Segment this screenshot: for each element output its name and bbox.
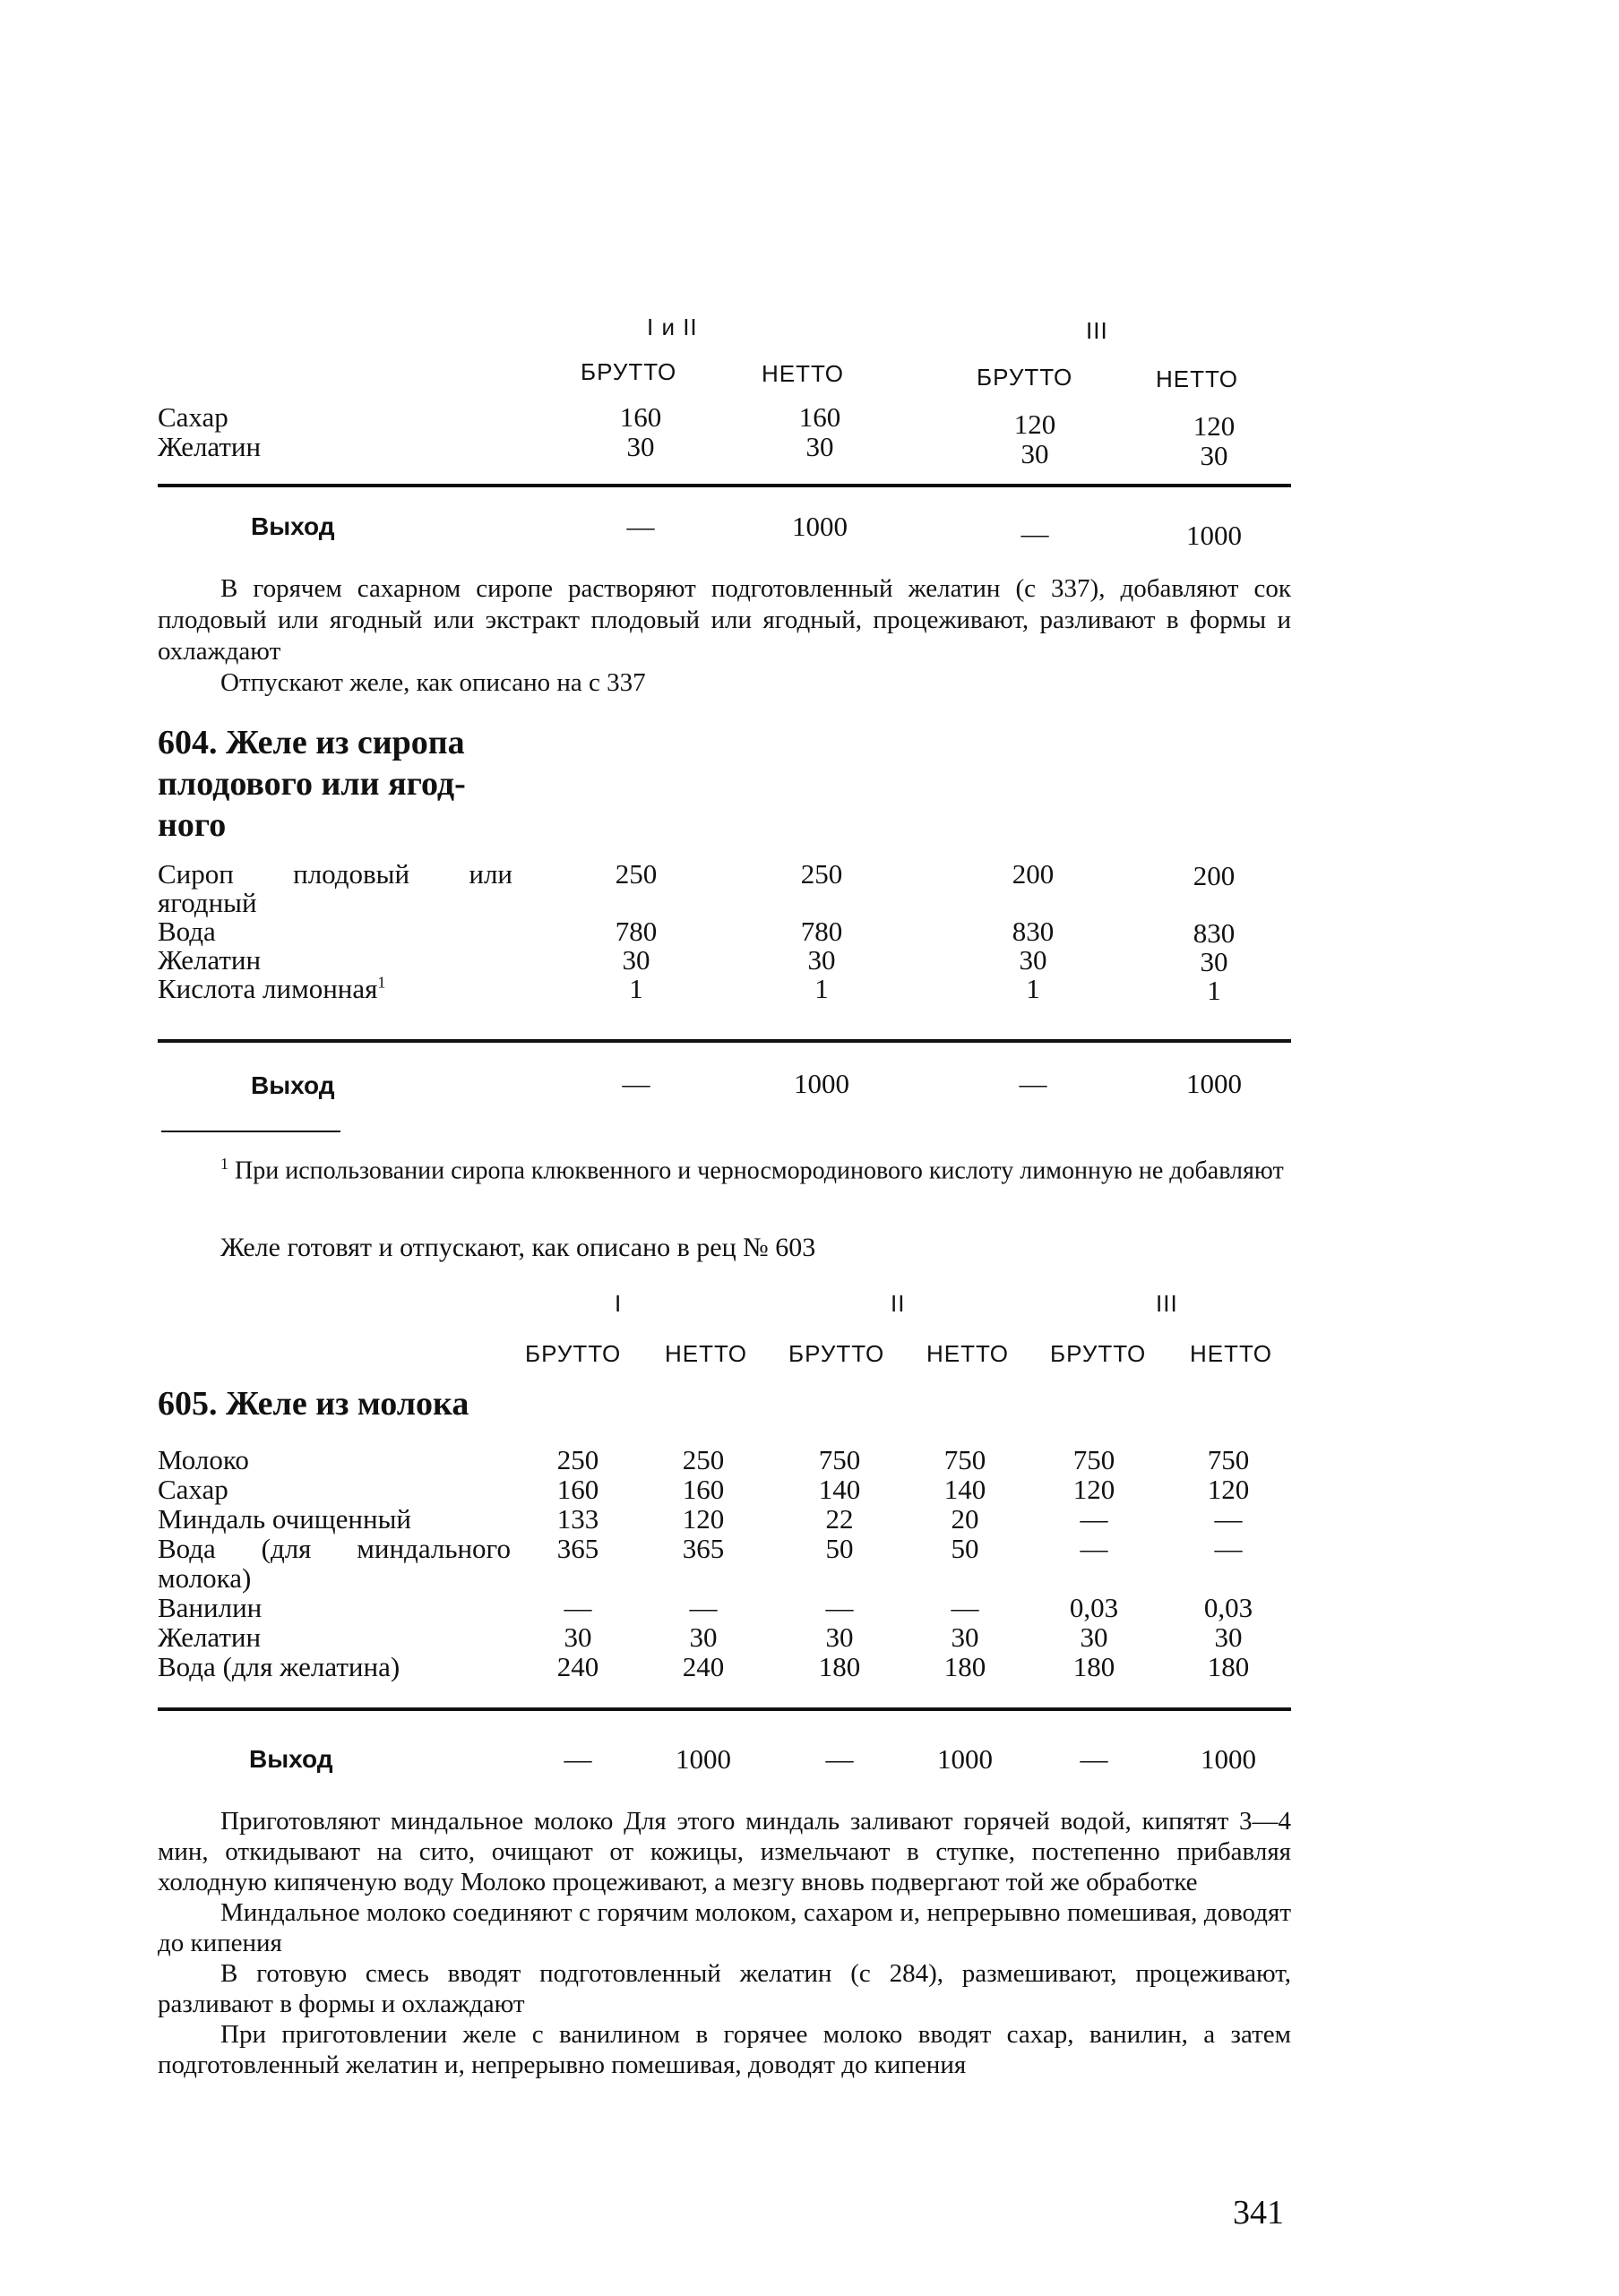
- recipe605-cell: 750: [818, 1444, 861, 1475]
- recipe604-row-label: Желатин: [158, 944, 262, 976]
- recipe604-cell: 780: [800, 916, 843, 947]
- recipe604-cell: 30: [807, 944, 836, 976]
- recipe604-yield-cell: —: [622, 1068, 650, 1099]
- recipe605-cell: 180: [818, 1651, 861, 1682]
- recipe605-row-label: Вода (для желатина): [158, 1651, 400, 1682]
- table1-subcol-brutto-1: БРУТТО: [581, 358, 677, 385]
- recipe605-cell: —: [1080, 1533, 1108, 1564]
- table1-subcol-netto-1: НЕТТО: [762, 360, 844, 387]
- recipe605-yield-cell: 1000: [937, 1743, 993, 1775]
- recipe605-row-label: Молоко: [158, 1444, 249, 1475]
- recipe604-row-label: Сироп плодовый или: [158, 858, 512, 890]
- table1-yield-label: Выход: [251, 512, 335, 540]
- table1-subcol-netto-2: НЕТТО: [1156, 365, 1238, 392]
- recipe604-cell: 1: [814, 973, 829, 1004]
- recipe605-yield-cell: —: [1080, 1743, 1108, 1775]
- recipe604-yield-cell: —: [1019, 1068, 1047, 1099]
- recipe605-group-1: I: [615, 1290, 623, 1317]
- text2-paragraph-1: Приготовляют миндальное молоко Для этого миндаль заливают горячей водой, кипятят 3—4 мин, откидывают на сито, очищают от кожицы, измельчают в ступке, постепенно прибавляя холодную кипяченую воду Молоко процеживают, а мезгу вновь подвергают той же обработке: [158, 1807, 1291, 1896]
- recipe604-cell: 30: [1019, 944, 1047, 976]
- page-number: 341: [1233, 2194, 1284, 2232]
- text2-paragraph-4: При приготовлении желе с ванилином в горячее молоко вводят сахар, ванилин, а затем подготовленный желатин и, непрерывно помешивая, доводят до кипения: [158, 2020, 1291, 2079]
- recipe605-group-2: II: [891, 1290, 906, 1317]
- recipe605-divider: [158, 1707, 1291, 1711]
- recipe604-cell: 200: [1193, 860, 1236, 891]
- recipe604-divider: [158, 1039, 1291, 1043]
- table1-cell: 160: [798, 401, 841, 433]
- recipe605-cell: 30: [951, 1621, 979, 1653]
- recipe605-cell: 120: [1072, 1474, 1115, 1505]
- recipe604-cell: 250: [615, 858, 658, 890]
- recipe604-title-line-3: ного: [158, 806, 227, 844]
- recipe605-subcol: НЕТТО: [926, 1340, 1009, 1367]
- recipe604-cell: 780: [615, 916, 658, 947]
- table1-row-label: Желатин: [158, 431, 262, 462]
- text1: [158, 573, 1291, 699]
- recipe604-cell: 250: [800, 858, 843, 890]
- recipe605-cell: —: [689, 1592, 718, 1623]
- recipe605-cell: 20: [951, 1503, 979, 1535]
- recipe605-cell: —: [1080, 1503, 1108, 1535]
- recipe605-cell: 140: [818, 1474, 861, 1505]
- recipe605-cell: 120: [1207, 1474, 1250, 1505]
- recipe604-row-label-text: Кислота лимонная: [158, 973, 378, 1004]
- text2-paragraph-3: В готовую смесь вводят подготовленный желатин (с 284), размешивают, процеживают, разливают в формы и охлаждают: [158, 1959, 1291, 2018]
- recipe605-row-label: Ванилин: [158, 1592, 263, 1623]
- recipe604-yield-cell: 1000: [794, 1068, 849, 1099]
- recipe605-cell: 30: [825, 1621, 854, 1653]
- recipe604-cell: 830: [1012, 916, 1055, 947]
- recipe605-cell: 22: [825, 1503, 854, 1535]
- recipe604-title-line-1: 604. Желе из сиропа: [158, 724, 465, 761]
- recipe605-subcol: БРУТТО: [788, 1340, 885, 1367]
- recipe605-cell: —: [1214, 1533, 1243, 1564]
- recipe605-row-label: Сахар: [158, 1474, 228, 1505]
- recipe604-cell: 30: [622, 944, 650, 976]
- recipe605-group-3: III: [1156, 1290, 1178, 1317]
- table1-cell: 30: [1020, 438, 1049, 469]
- recipe604-yield-cell: 1000: [1186, 1068, 1242, 1099]
- recipe604-row-label-cont: ягодный: [158, 887, 257, 918]
- recipe604-row-label: Вода: [158, 916, 216, 947]
- recipe604-cell: 200: [1012, 858, 1055, 890]
- recipe605-row-label: Желатин: [158, 1621, 262, 1653]
- recipe605-cell: 160: [682, 1474, 725, 1505]
- recipe605-yield-label: Выход: [249, 1745, 333, 1773]
- recipe605-cell: 30: [1080, 1621, 1108, 1653]
- recipe605-yield-cell: 1000: [676, 1743, 731, 1775]
- footnote-separator: [161, 1131, 340, 1132]
- table1-cell: 160: [619, 401, 662, 433]
- recipe605-cell: 133: [556, 1503, 599, 1535]
- recipe605-cell: 30: [689, 1621, 718, 1653]
- recipe605-yield-cell: —: [564, 1743, 592, 1775]
- table1-group-1: I и II: [647, 314, 698, 340]
- recipe605-cell: 180: [1207, 1651, 1250, 1682]
- text1-paragraph-2: Отпускают желе, как описано на с 337: [220, 668, 646, 697]
- table1-yield-cell: —: [1020, 518, 1049, 549]
- recipe605-yield-cell: —: [825, 1743, 854, 1775]
- recipe605-cell: 750: [1072, 1444, 1115, 1475]
- recipe605-subcol: БРУТТО: [525, 1340, 622, 1367]
- table1-divider: [158, 484, 1291, 487]
- recipe605-cell: 50: [951, 1533, 979, 1564]
- recipe605-cell: 0,03: [1203, 1592, 1253, 1623]
- recipe604-cell: 830: [1193, 917, 1236, 949]
- recipe604-cell: 1: [1207, 975, 1221, 1006]
- recipe605-row-label-cont: молока): [158, 1562, 252, 1594]
- recipe605-subcol: БРУТТО: [1050, 1340, 1147, 1367]
- recipe605-cell: 750: [943, 1444, 986, 1475]
- recipe604-row-label: [158, 973, 385, 1005]
- recipe605-cell: 250: [556, 1444, 599, 1475]
- recipe604-cell: 1: [629, 973, 643, 1004]
- recipe605-cell: 750: [1207, 1444, 1250, 1475]
- recipe605-cell: 240: [556, 1651, 599, 1682]
- recipe605-cell: 120: [682, 1503, 725, 1535]
- table1-yield-cell: 1000: [792, 511, 848, 542]
- footnote: [158, 1148, 1291, 1186]
- recipe605-row-label: Вода (для миндального: [158, 1533, 511, 1564]
- recipe605-cell: 365: [556, 1533, 599, 1564]
- footnote-text: При использовании сиропа клюквенного и черносмородинового кислоту лимонную не добавляют: [235, 1157, 1284, 1185]
- table1-cell: 120: [1193, 410, 1236, 442]
- text2: [158, 1806, 1291, 2080]
- recipe605-cell: 160: [556, 1474, 599, 1505]
- recipe605-cell: 180: [1072, 1651, 1115, 1682]
- recipe605-cell: 365: [682, 1533, 725, 1564]
- text1-paragraph-1: В горячем сахарном сиропе растворяют подготовленный желатин (с 337), добавляют сок плодовый или ягодный или экстракт плодовый или ягодный, процеживают, разливают в формы и охлаждают: [158, 574, 1291, 666]
- recipe605-cell: 250: [682, 1444, 725, 1475]
- recipe605-cell: 0,03: [1069, 1592, 1119, 1623]
- recipe605-subcol: НЕТТО: [1190, 1340, 1272, 1367]
- recipe605-cell: 240: [682, 1651, 725, 1682]
- table1-cell: 120: [1013, 408, 1056, 440]
- recipe605-yield-cell: 1000: [1201, 1743, 1256, 1775]
- recipe605-cell: 30: [1214, 1621, 1243, 1653]
- recipe605-cell: —: [951, 1592, 979, 1623]
- recipe605-cell: 180: [943, 1651, 986, 1682]
- footnote-mark: 1: [220, 1155, 228, 1173]
- recipe604-yield-label: Выход: [251, 1071, 335, 1099]
- table1-yield-cell: 1000: [1186, 520, 1242, 551]
- recipe604-cell: 1: [1026, 973, 1040, 1004]
- table1-cell: 30: [805, 431, 834, 462]
- recipe605-cell: 50: [825, 1533, 854, 1564]
- recipe605-row-label: Миндаль очищенный: [158, 1503, 412, 1535]
- table1-cell: 30: [626, 431, 655, 462]
- text2-paragraph-2: Миндальное молоко соединяют с горячим молоком, сахаром и, непрерывно помешивая, доводят до кипения: [158, 1898, 1291, 1957]
- table1-row-label: Сахар: [158, 401, 228, 433]
- table1-group-2: III: [1086, 317, 1108, 344]
- recipe605-cell: 30: [564, 1621, 592, 1653]
- recipe605-subcol: НЕТТО: [665, 1340, 747, 1367]
- recipe604-note: Желе готовят и отпускают, как описано в рец № 603: [220, 1233, 816, 1262]
- recipe605-cell: —: [825, 1592, 854, 1623]
- table1-cell: 30: [1200, 440, 1228, 471]
- recipe604-title-line-2: плодового или ягод-: [158, 765, 466, 803]
- recipe605-title: 605. Желе из молока: [158, 1385, 469, 1423]
- recipe605-cell: —: [564, 1592, 592, 1623]
- recipe604-cell: 30: [1200, 946, 1228, 977]
- table1-subcol-brutto-2: БРУТТО: [977, 364, 1073, 391]
- recipe605-cell: 140: [943, 1474, 986, 1505]
- recipe605-cell: —: [1214, 1503, 1243, 1535]
- footnote-ref: 1: [377, 973, 386, 992]
- table1-yield-cell: —: [626, 511, 655, 542]
